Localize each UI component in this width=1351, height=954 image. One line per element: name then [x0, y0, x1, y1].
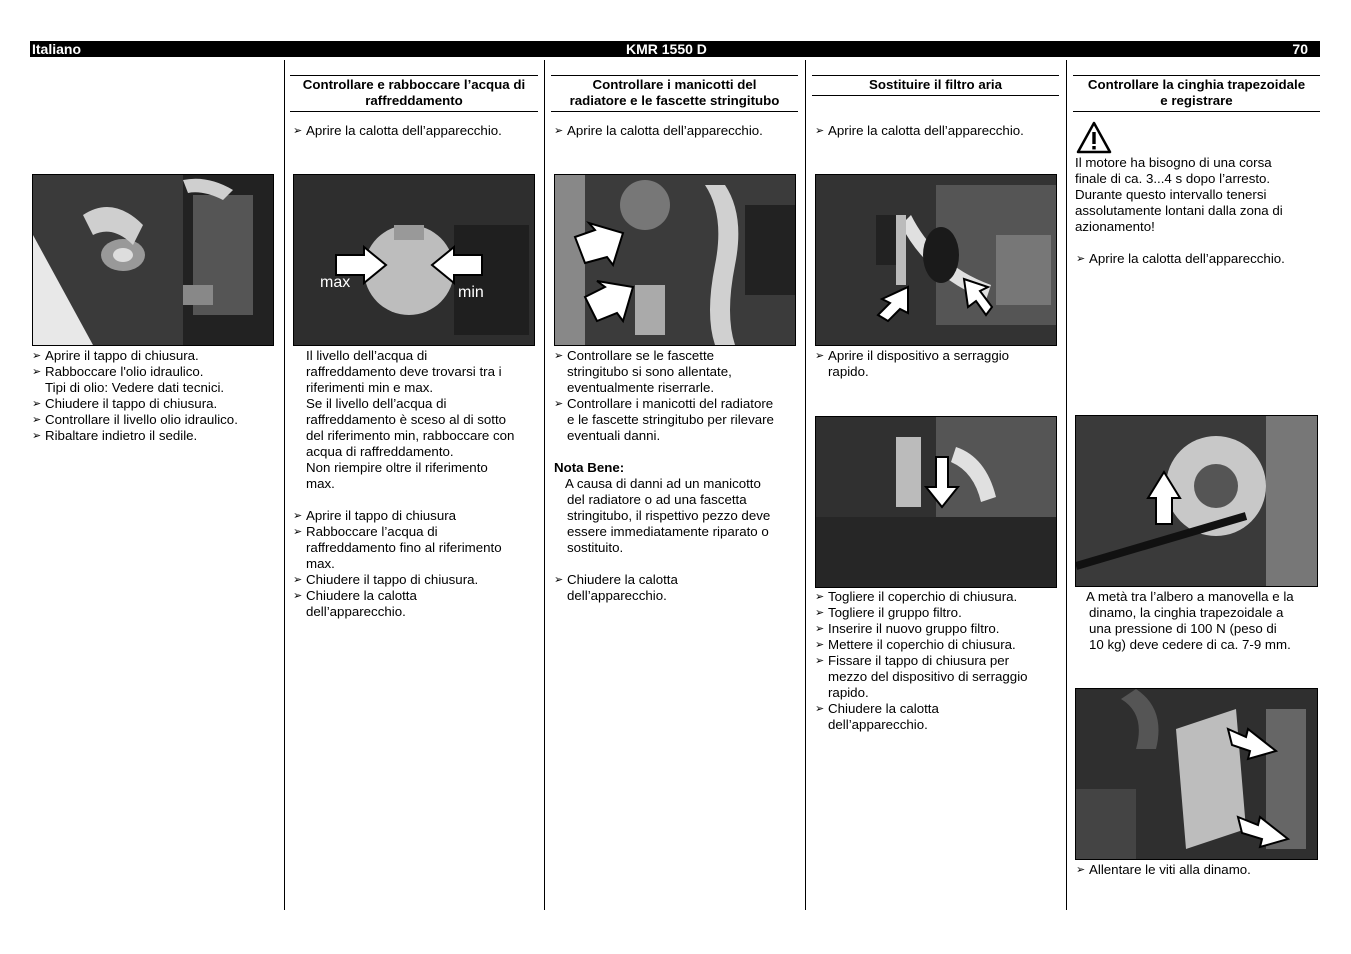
column-divider	[805, 60, 806, 910]
col4-step1	[815, 348, 1060, 380]
header-language: Italiano	[32, 41, 82, 57]
list-item: ➢ Controllare i manicotti del radiatore	[554, 396, 799, 412]
header-model: KMR 1550 D	[626, 41, 707, 57]
list-item-continuation: mezzo del dispositivo di serraggio	[828, 669, 1028, 684]
text-line: sostituito.	[567, 540, 624, 555]
photo-coolant-tank	[293, 174, 535, 346]
list-item: ➢ Aprire il dispositivo a serraggio	[815, 348, 1060, 364]
list-item-continuation: e le fascette stringitubo per rilevare	[567, 412, 774, 427]
list-item: ➢ Aprire la calotta dell’apparecchio.	[293, 123, 538, 139]
col2-paragraph	[306, 348, 538, 492]
photo-air-filter-clamp	[815, 174, 1057, 346]
col3-steps	[554, 348, 799, 444]
min-label: min	[458, 284, 484, 301]
col1-steps	[32, 348, 280, 444]
text-line: essere immediatamente riparato o	[567, 524, 769, 539]
list-item: ➢ Ribaltare indietro il sedile.	[32, 428, 280, 444]
max-label: max	[320, 274, 351, 291]
list-item: ➢ Controllare il livello olio idraulico.	[32, 412, 280, 428]
list-item-continuation: max.	[306, 556, 335, 571]
photo-dynamo-screws	[1075, 688, 1318, 860]
column-divider	[544, 60, 545, 910]
warning-icon	[1076, 121, 1112, 158]
text-line: azionamento!	[1075, 219, 1155, 234]
text-line: Se il livello dell’acqua di	[306, 396, 447, 411]
list-item: ➢ Aprire la calotta dell’apparecchio.	[1076, 251, 1321, 267]
photo-air-filter-cover	[815, 416, 1057, 588]
page-number: 70	[1292, 41, 1308, 57]
list-item-continuation: dell’apparecchio.	[567, 588, 667, 603]
list-item: ➢ Togliere il gruppo filtro.	[815, 605, 1060, 621]
col4-open-step	[815, 123, 1060, 139]
list-item: ➢ Fissare il tappo di chiusura per	[815, 653, 1060, 669]
list-item-continuation: dell’apparecchio.	[828, 717, 928, 732]
col4-steps	[815, 589, 1060, 733]
section-title-air-filter	[812, 75, 1059, 96]
list-item: ➢ Rabboccare l’acqua di	[293, 524, 538, 540]
text-line: Non riempire oltre il riferimento	[306, 460, 488, 475]
col3-close	[554, 572, 799, 604]
text-line: 10 kg) deve cedere di ca. 7-9 mm.	[1089, 637, 1291, 652]
section-title-line: Controllare e rabboccare l’acqua di	[302, 77, 526, 92]
column-divider	[1066, 60, 1067, 910]
col5-loosen-step	[1076, 862, 1321, 878]
col5-belt-text	[1086, 589, 1321, 653]
list-item: ➢ Togliere il coperchio di chiusura.	[815, 589, 1060, 605]
col3-open-step	[554, 123, 799, 139]
list-item-continuation: rapido.	[828, 685, 869, 700]
text-line: max.	[306, 476, 335, 491]
section-title-coolant	[290, 75, 538, 112]
text-line: Il livello dell’acqua di	[306, 348, 428, 363]
list-item: ➢ Chiudere il tappo di chiusura.	[293, 572, 538, 588]
photo-radiator-hoses	[554, 174, 796, 346]
section-title-line: Controllare i manicotti del	[592, 77, 757, 92]
list-item-continuation: rapido.	[828, 364, 869, 379]
section-title-line: raffreddamento	[365, 93, 463, 108]
text-line: riferimenti min e max.	[306, 380, 434, 395]
list-item: ➢ Allentare le viti alla dinamo.	[1076, 862, 1321, 878]
section-title-v-belt	[1073, 75, 1320, 112]
text-line: Il motore ha bisogno di una corsa	[1075, 155, 1272, 170]
header-bar	[30, 41, 1320, 57]
list-item: ➢ Controllare se le fascette	[554, 348, 799, 364]
list-item: ➢ Rabboccare l'olio idraulico.	[32, 364, 280, 380]
list-item-continuation: Tipi di olio: Vedere dati tecnici.	[45, 380, 225, 395]
photo-v-belt	[1075, 415, 1318, 587]
section-title-hoses	[551, 75, 798, 112]
text-line: dinamo, la cinghia trapezoidale a	[1089, 605, 1284, 620]
list-item-continuation: stringitubo si sono allentate,	[567, 364, 732, 379]
section-title-line: Sostituire il filtro aria	[869, 77, 1002, 92]
col5-warning-text	[1075, 155, 1320, 235]
list-item-continuation: dell’apparecchio.	[306, 604, 406, 619]
section-title-line: radiatore e le fascette stringitubo	[569, 93, 780, 108]
col2-open-step	[293, 123, 538, 139]
text-line: assolutamente lontani dalla zona di	[1075, 203, 1283, 218]
list-item: ➢ Mettere il coperchio di chiusura.	[815, 637, 1060, 653]
text-line: del radiatore o ad una fascetta	[567, 492, 747, 507]
section-title-line: e registrare	[1160, 93, 1233, 108]
note-title: Nota Bene:	[554, 460, 625, 475]
text-line: raffreddamento è sceso al di sotto	[306, 412, 507, 427]
text-line: finale di ca. 3...4 s dopo l’arresto.	[1075, 171, 1271, 186]
list-item-continuation: raffreddamento fino al riferimento	[306, 540, 502, 555]
list-item: ➢ Chiudere la calotta	[815, 701, 1060, 717]
text-line: raffreddamento deve trovarsi tra i	[306, 364, 502, 379]
text-line: acqua di raffreddamento.	[306, 444, 454, 459]
text-line: A causa di danni ad un manicotto	[565, 476, 761, 491]
list-item-continuation: eventuali danni.	[567, 428, 661, 443]
list-item: ➢ Chiudere il tappo di chiusura.	[32, 396, 280, 412]
text-line: Durante questo intervallo tenersi	[1075, 187, 1267, 202]
text-line: stringitubo, il rispettivo pezzo deve	[567, 508, 771, 523]
list-item: ➢ Aprire la calotta dell’apparecchio.	[554, 123, 799, 139]
text-line: una pressione di 100 N (peso di	[1089, 621, 1277, 636]
list-item: ➢ Chiudere la calotta	[554, 572, 799, 588]
col5-open-step	[1076, 251, 1321, 267]
list-item: ➢ Chiudere la calotta	[293, 588, 538, 604]
list-item-continuation: eventualmente riserrarle.	[567, 380, 715, 395]
list-item: ➢ Aprire la calotta dell’apparecchio.	[815, 123, 1060, 139]
list-item: ➢ Aprire il tappo di chiusura	[293, 508, 538, 524]
column-divider	[284, 60, 285, 910]
text-line: A metà tra l’albero a manovella e la	[1086, 589, 1294, 604]
section-title-line: Controllare la cinghia trapezoidale	[1087, 77, 1306, 92]
photo-hydraulic-oil-cap	[32, 174, 274, 346]
col3-note	[554, 460, 799, 556]
col2-steps	[293, 508, 538, 620]
text-line: del riferimento min, rabboccare con	[306, 428, 515, 443]
list-item: ➢ Inserire il nuovo gruppo filtro.	[815, 621, 1060, 637]
list-item: ➢ Aprire il tappo di chiusura.	[32, 348, 280, 364]
